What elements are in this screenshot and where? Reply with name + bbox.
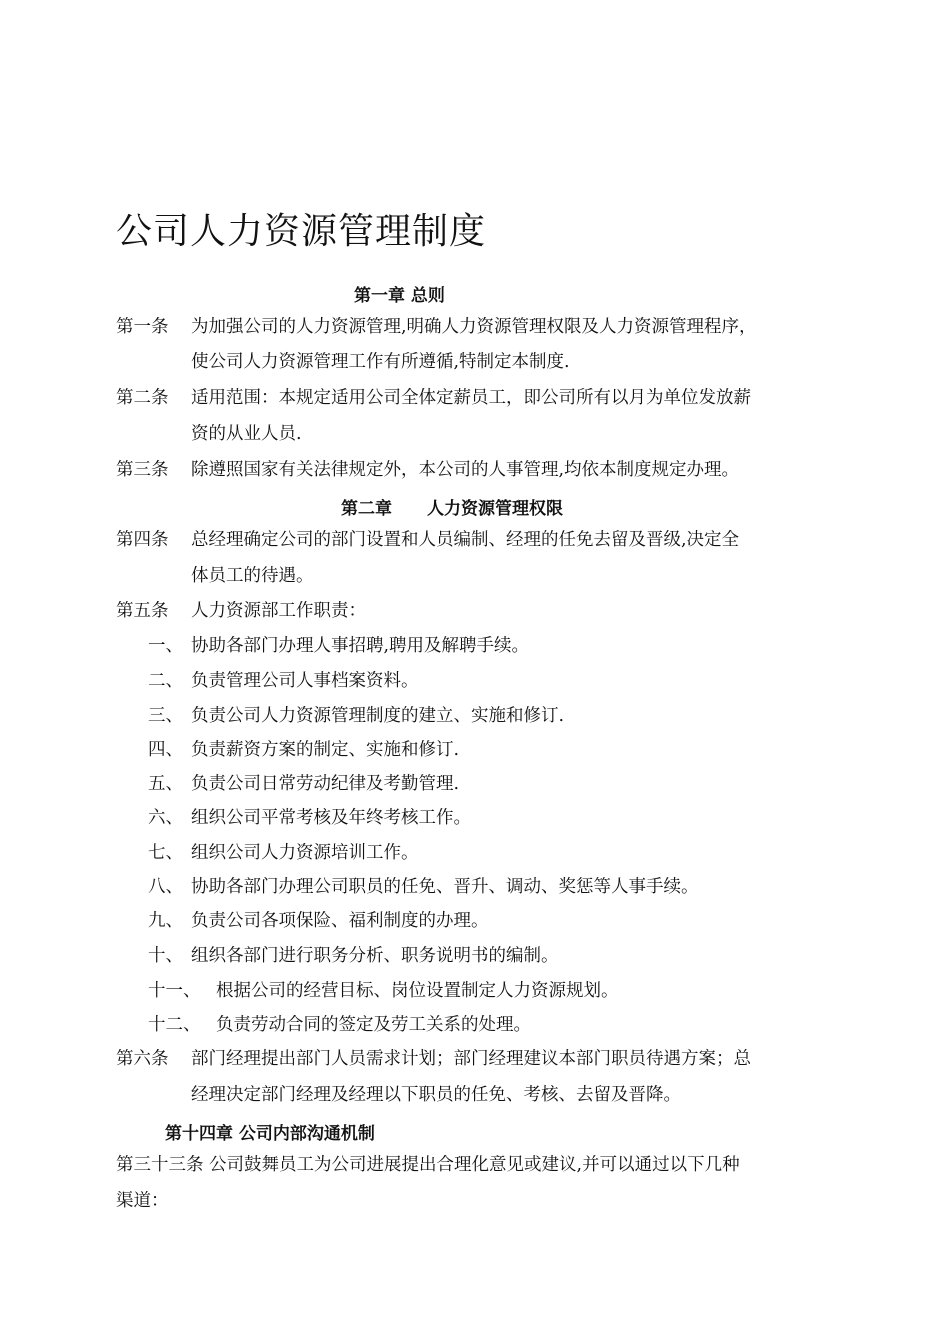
duty-item-text: 组织各部门进行职务分析、职务说明书的编制。 (191, 946, 559, 966)
article-6-label: 第六条 (116, 1049, 169, 1069)
duty-item-text: 协助各部门办理公司职员的任免、晋升、调动、奖惩等人事手续。 (191, 877, 699, 897)
chapter-2-number: 第二章 (341, 499, 392, 519)
chapter-14-heading: 第十四章 公司内部沟通机制 (165, 1124, 375, 1144)
duty-item-number: 四、 (148, 740, 183, 760)
article-5-label: 第五条 (116, 601, 169, 621)
article-3-label: 第三条 (116, 460, 169, 480)
duty-item-text: 协助各部门办理人事招聘,聘用及解聘手续。 (191, 636, 530, 656)
article-4-label: 第四条 (116, 530, 169, 550)
duty-item-text: 负责管理公司人事档案资料。 (191, 671, 419, 691)
article-1-text-line1: 为加强公司的人力资源管理,明确人力资源管理权限及人力资源管理程序， (191, 317, 757, 337)
chapter-2-name: 人力资源管理权限 (427, 499, 563, 519)
article-4-text-line1: 总经理确定公司的部门设置和人员编制、经理的任免去留及晋级,决定全 (191, 530, 740, 550)
duty-item-number: 九、 (148, 911, 183, 931)
duty-item-number: 八、 (148, 877, 183, 897)
duty-item-text: 负责劳动合同的签定及劳工关系的处理。 (216, 1015, 531, 1035)
duty-item-number: 一、 (148, 636, 183, 656)
article-6-text-line1: 部门经理提出部门人员需求计划；部门经理建议本部门职员待遇方案；总 (191, 1049, 751, 1069)
article-2-text-line1: 适用范围：本规定适用公司全体定薪员工，即公司所有以月为单位发放薪 (191, 388, 751, 408)
document-title: 公司人力资源管理制度 (116, 211, 487, 252)
article-3-text-line1: 除遵照国家有关法律规定外，本公司的人事管理,均依本制度规定办理。 (191, 460, 740, 480)
duty-item-text: 组织公司人力资源培训工作。 (191, 843, 419, 863)
duty-item-text: 根据公司的经营目标、岗位设置制定人力资源规划。 (216, 981, 619, 1001)
duty-item-number: 十二、 (148, 1015, 201, 1035)
article-2-text-line2: 资的从业人员. (191, 424, 302, 444)
duty-item-number: 六、 (148, 808, 183, 828)
duty-item-number: 三、 (148, 706, 183, 726)
duty-item-number: 十、 (148, 946, 183, 966)
duty-item-number: 十一、 (148, 981, 201, 1001)
duty-item-text: 负责公司人力资源管理制度的建立、实施和修订. (191, 706, 565, 726)
duty-item-text: 组织公司平常考核及年终考核工作。 (191, 808, 471, 828)
duty-item-text: 负责公司各项保险、福利制度的办理。 (191, 911, 489, 931)
article-6-text-line2: 经理决定部门经理及经理以下职员的任免、考核、去留及晋降。 (191, 1085, 681, 1105)
article-2-label: 第二条 (116, 388, 169, 408)
article-1-text-line2: 使公司人力资源管理工作有所遵循,特制定本制度. (191, 352, 570, 372)
article-4-text-line2: 体员工的待遇。 (191, 566, 314, 586)
article-5-text-line1: 人力资源部工作职责： (191, 601, 366, 621)
article-33-text-line2: 渠道： (116, 1191, 169, 1211)
duty-item-number: 五、 (148, 774, 183, 794)
duty-item-number: 二、 (148, 671, 183, 691)
duty-item-number: 七、 (148, 843, 183, 863)
chapter-1-heading: 第一章 总则 (354, 286, 445, 306)
article-33-text-line1: 第三十三条 公司鼓舞员工为公司进展提出合理化意见或建议,并可以通过以下几种 (116, 1155, 740, 1175)
duty-item-text: 负责薪资方案的制定、实施和修订. (191, 740, 460, 760)
duty-item-text: 负责公司日常劳动纪律及考勤管理. (191, 774, 460, 794)
article-1-label: 第一条 (116, 317, 169, 337)
